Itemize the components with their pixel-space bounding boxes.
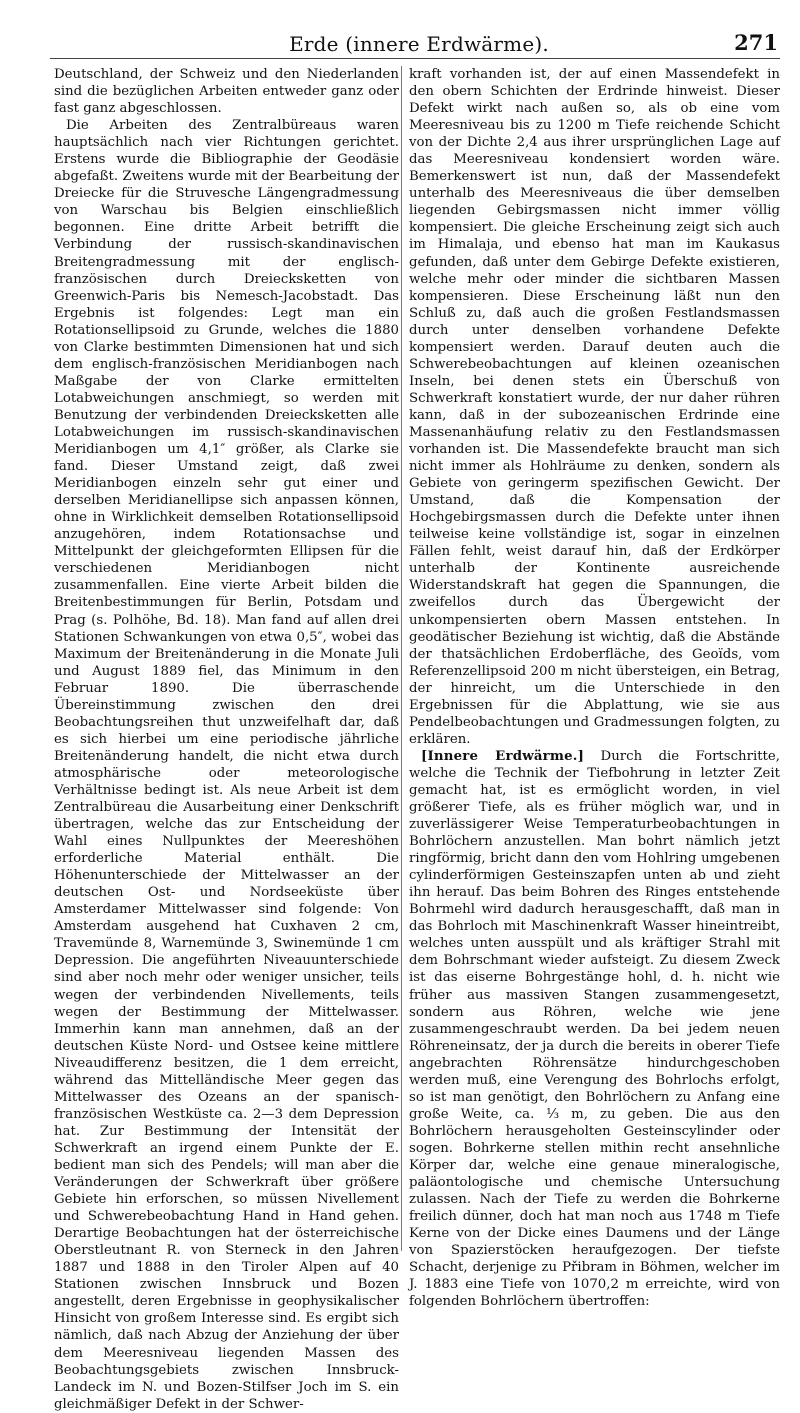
running-head [60, 30, 778, 60]
right-paragraph-1: kraft vorhanden ist, der auf einen Massendefekt in den obern Schichten der Erdrinde hinweist. Dieser Defekt wirkt nach außen so, als ob eine vom Meeresniveau bis zu 1200 m Tiefe reichende Schicht von der Dichte 2,4 aus ihrer ursprünglichen Lage auf das Meeresniveau kondensiert worden wäre. Bemerkenswert ist nun, daß der Massendefekt unterhalb des Meeresniveaus die über demselben liegenden Gebirgsmassen nicht immer völlig kompensiert. Die gleiche Erscheinung zeigt sich auch im Himalaja, und ebenso hat man im Kaukasus gefunden, daß unter dem Gebirge Defekte existieren, welche mehr oder minder die sichtbaren Massen kompensieren. Diese Erscheinung läßt nun den Schluß zu, daß auch die großen Festlandsmassen durch unter denselben vorhandene Defekte kompensiert werden. Darauf deuten auch die Schwerebeobachtungen auf kleinen ozeanischen Inseln, bei denen stets ein Überschuß von Schwerkraft konstatiert wurde, der nur daher rühren kann, daß in der subozeanischen Erdrinde eine Massenanhäufung relativ zu den Festlandsmassen vorhanden ist. Die Massendefekte braucht man sich nicht immer als Hohlräume zu denken, sondern als Gebiete von geringerm spezifischen Gewicht. Der Umstand, daß die Kompensation der Hochgebirgsmassen durch die Defekte unter ihnen teilweise keine vollständige ist, sogar in einzelnen Fällen fehlt, weist darauf hin, daß der Erdkörper unterhalb der Kontinente ausreichende Widerstandskraft hat gegen die Spannungen, die zweifellos durch das Übergewicht der unkompensierten obern Massen entstehen. In geodätischer Beziehung ist wichtig, daß die Abstände der thatsächlichen Erdoberfläche, des Geoïds, vom Referenzellipsoid 200 m nicht übersteigen, ein Betrag, der hinreicht, um die Unterschiede in den Ergebnissen für die Abplattung, wie sie aus Pendelbeobachtungen und Gradmessungen folgten, zu erklären. [409, 67, 780, 747]
left-column [54, 66, 399, 1412]
section-body: Durch die Fortschritte, welche die Technik der Tiefbohrung in letzter Zeit gemacht hat, ist es ermöglicht worden, in viel größerer Tiefe, als es früher möglich war, und in zuverlässigerer Weise Temperaturbeobachtungen in Bohrlöchern anzustellen. Man bohrt nämlich jetzt ringförmig, bricht dann den vom Hohlring umgebenen cylinderförmigen Gesteinszapfen unten ab und zieht ihn herauf. Das beim Bohren des Ringes entstehende Bohrmehl wird dadurch herausgeschafft, daß man in das Bohrloch mit Maschinenkraft Wasser hineintreibt, welches unten ausspült und als kräftiger Strahl mit dem Bohrschmant wieder aufsteigt. Zu diesem Zweck ist das eiserne Bohrgestänge hohl, d. h. nicht wie früher aus massiven Stangen zusammengesetzt, sondern aus Röhren, welche wie jene zusammengeschraubt werden. Da bei jedem neuen Röhreneinsatz, der ja durch die bereits in oberer Tiefe angebrachten Röhrensätze hindurchgeschoben werden muß, eine Verengung des Bohrlochs erfolgt, so ist man genötigt, den Bohrlöchern zu Anfang eine große Weite, ca. ⅓ m, zu geben. Die aus den Bohrlöchern herausgeholten Gesteinscylinder oder sogen. Bohrkerne stellen mithin recht ansehnliche Körper dar, welche eine genaue mineralogische, paläontologische und chemische Untersuchung zulassen. Nach der Tiefe zu werden die Bohrkerne freilich dünner, doch hat man noch aus 1748 m Tiefe Kerne von der Dicke eines Daumens und der Länge von Spazierstöcken heraufgezogen. Der tiefste Schacht, derjenige zu Přibram in Böhmen, welcher im J. 1883 eine Tiefe von 1070,2 m erreichte, wird von folgenden Bohrlöchern übertroffen: [409, 748, 780, 1310]
left-paragraph-2: Die Arbeiten des Zentralbüreaus waren hauptsächlich nach vier Richtungen gerichtet. Erstens wurde die Bibliographie der Geodäsie abgefaßt. Zweitens wurde mit der Bearbeitung der Dreiecke für die Struvesche Längengradmessung von Warschau bis Belgien einschließlich begonnen. Eine dritte Arbeit betrifft die Verbindung der russisch-skandinavischen Breitengradmessung mit der englisch-französischen durch Dreiecksketten von Greenwich-Paris bis Nemesch-Jacobstadt. Das Ergebnis ist folgendes: Legt man ein Rotationsellipsoid zu Grunde, welches die 1880 von Clarke bestimmten Dimensionen hat und sich dem englisch-französischen Meridianbogen nach Maßgabe der von Clarke ermittelten Lotabweichungen anschmiegt, so werden mit Benutzung der verbindenden Dreiecksketten alle Lotabweichungen im russisch-skandinavischen Meridianbogen um 4,1″ größer, als Clarke sie fand. Dieser Umstand zeigt, daß zwei Meridianbogen einzeln sehr gut einer und derselben Meridianellipse sich anpassen können, ohne in Wirklichkeit demselben Rotationsellipsoid anzugehören, indem Rotationsachse und Mittelpunkt der gleichgeformten Ellipsen für die verschiedenen Meridianbogen nicht zusammenfallen. Eine vierte Arbeit bilden die Breitenbestimmungen für Berlin, Potsdam und Prag (s. Polhöhe, Bd. 18). Man fand auf allen drei Stationen Schwankungen von etwa 0,5″, wobei das Maximum der Breitenänderung in die Monate Juli und August 1889 fiel, das Minimum in den Februar 1890. Die überraschende Übereinstimmung zwischen den drei Beobachtungsreihen thut unzweifelhaft dar, daß es sich hierbei um eine periodische jährliche Breitenänderung handelt, die nicht etwa durch atmosphärische oder meteorologische Verhältnisse bedingt ist. Als neue Arbeit ist dem Zentralbüreau die Ausarbeitung einer Denkschrift übertragen, welche das zur Entscheidung der Wahl eines Nullpunktes der Meereshöhen erforderliche Material enthält. Die Höhenunterschiede der Mittelwasser an der deutschen Ost- und Nordseeküste über Amsterdamer Mittelwasser sind folgende: Von Amsterdam ausgehend hat Cuxhaven 2 cm, Travemünde 8, Warnemünde 3, Swinemünde 1 cm Depression. Die angeführten Niveauunterschiede sind aber noch mehr oder weniger unsicher, teils wegen der verbindenden Nivellements, teils wegen der Bestimmung der Mittelwasser. Immerhin kann man annehmen, daß an der deutschen Küste Nord- und Ostsee keine mittlere Niveaudifferenz besitzen, die 1 dem erreicht, während das Mittelländische Meer gegen das Mittelwasser des Ozeans an der spanisch-französischen Westküste ca. 2—3 dem Depression hat. Zur Bestimmung der Intensität der Schwerkraft an irgend einem Punkte der E. bedient man sich des Pendels; will man aber die Veränderungen der Schwerkraft über größere Gebiete hin erforschen, so müssen Nivellement und Schwerebeobachtung Hand in Hand gehen. Derartige Beobachtungen hat der österreichische Oberstleutnant R. von Sterneck in den Jahren 1887 und 1888 in den Tiroler Alpen auf 40 Stationen zwischen Innsbruck und Bozen angestellt, deren Ergebnisse in geophysikalischer Hinsicht von großem Interesse sind. Es ergibt sich nämlich, daß nach Abzug der Anziehung der über dem Meeresniveau liegenden Massen des Beobachtungsgebiets zwischen Innsbruck-Landeck im N. und Bozen-Stilfser Joch im S. ein gleichmäßiger Defekt in der Schwer- [54, 118, 399, 1412]
header-rule [50, 58, 780, 59]
left-paragraph-1: Deutschland, der Schweiz und den Niederlanden sind die bezüglichen Arbeiten entweder ganz oder fast ganz abgeschlossen. [54, 67, 399, 117]
right-column [409, 66, 780, 1310]
page-title: Erde (innere Erdwärme). [289, 32, 549, 56]
column-divider [401, 66, 402, 1251]
page-number: 271 [734, 30, 778, 55]
section-heading: [Innere Erdwärme.] [421, 748, 585, 764]
right-paragraph-2 [409, 748, 780, 1311]
